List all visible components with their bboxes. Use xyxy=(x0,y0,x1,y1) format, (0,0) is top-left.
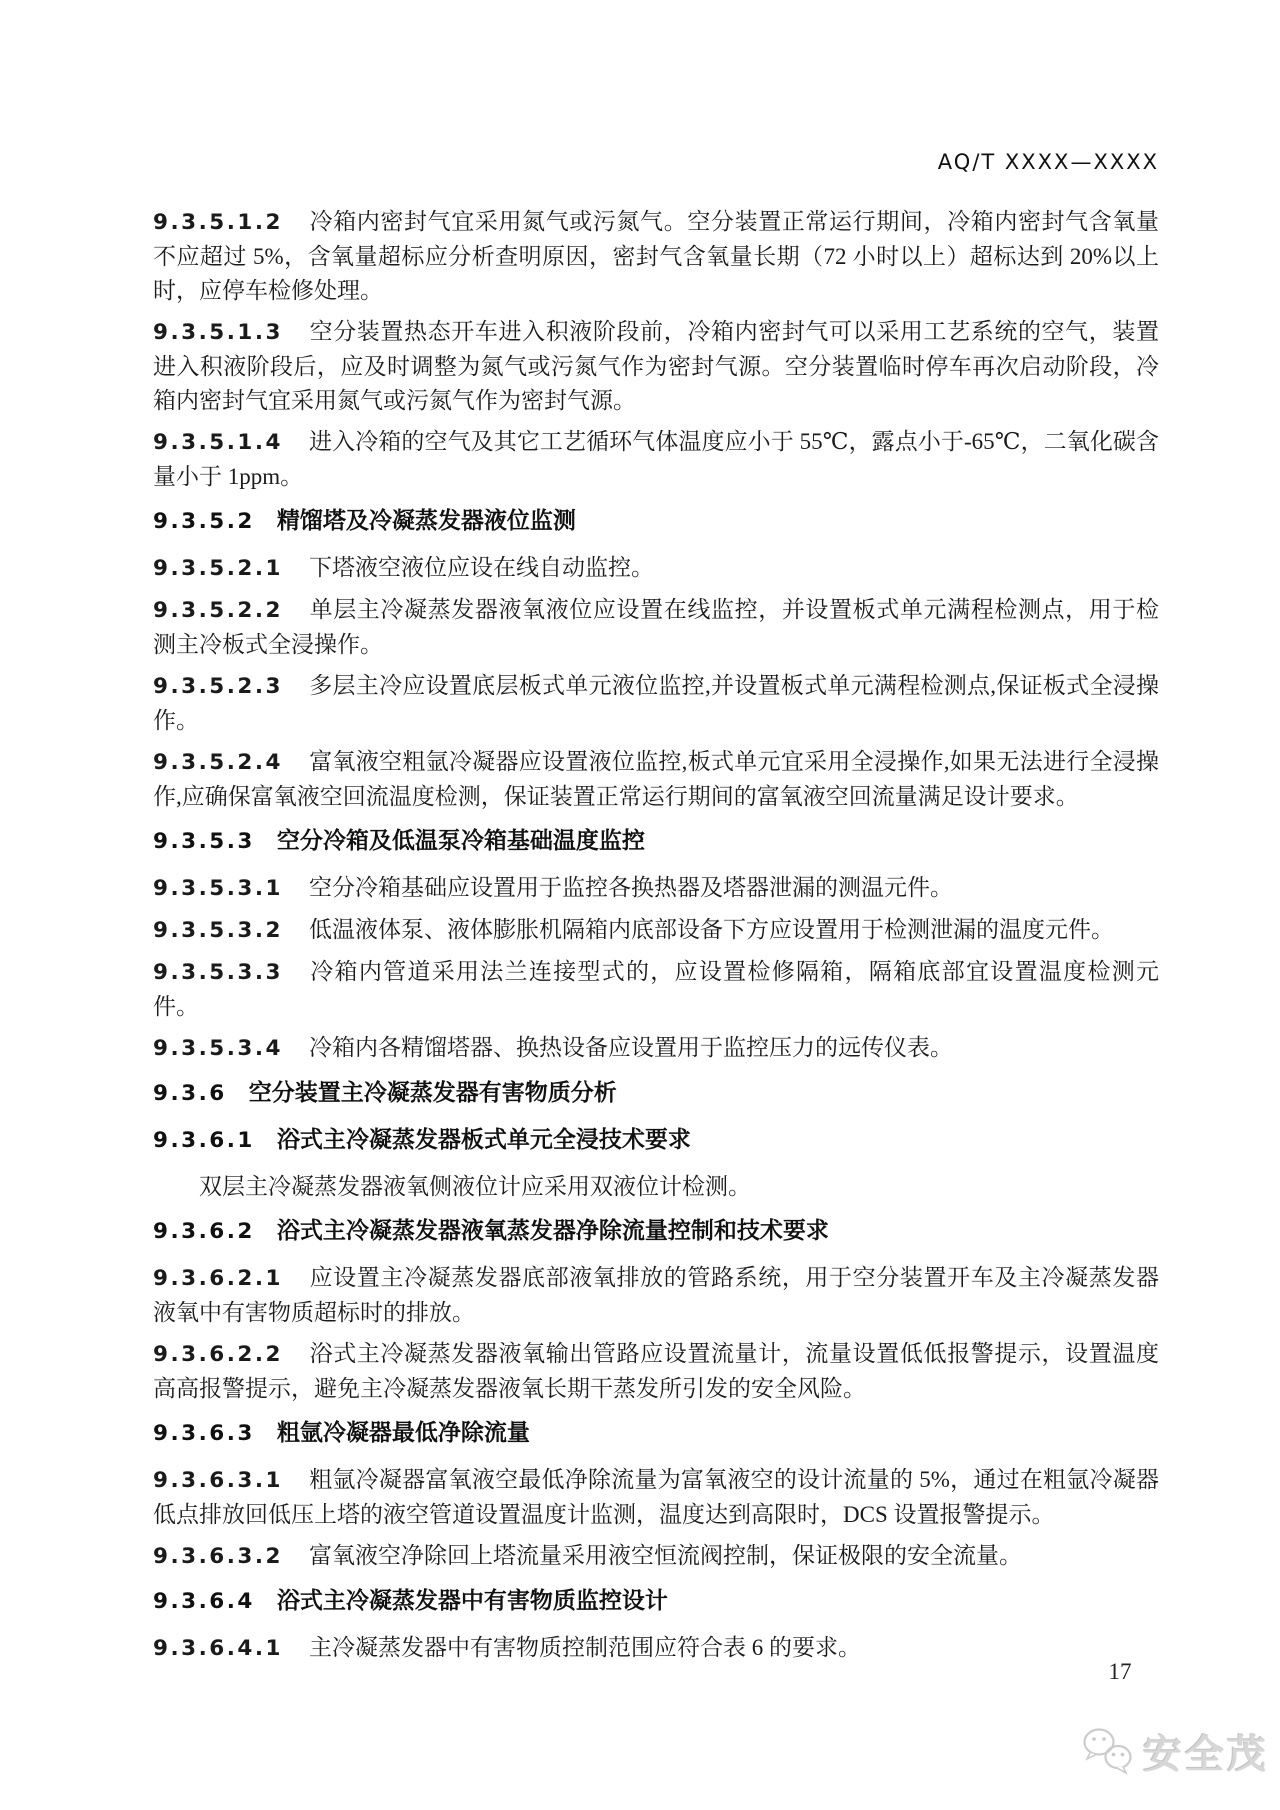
clause-number: 9.3.5.2 xyxy=(153,509,255,534)
clause-number: 9.3.6.4.1 xyxy=(153,1636,283,1661)
clause-text: 富氧液空净除回上塔流量采用液空恒流阀控制，保证极限的安全流量。 xyxy=(308,1543,1022,1568)
section-heading xyxy=(153,504,1159,539)
clause-number: 9.3.6.3.1 xyxy=(153,1468,283,1493)
clause-text: 双层主冷凝蒸发器液氧侧液位计应采用双液位计检测。 xyxy=(199,1174,751,1199)
clause-text: 多层主冷应设置底层板式单元液位监控,并设置板式单元满程检测点,保证板式全浸操作。 xyxy=(153,673,1159,733)
clause-text: 富氧液空粗氩冷凝器应设置液位监控,板式单元宜采用全浸操作,如果无法进行全浸操作,应确保富氧液空回流温度检测，保证装置正常运行期间的富氧液空回流量满足设计要求。 xyxy=(153,749,1159,809)
clause-text: 空分冷箱基础应设置用于监控各换热器及塔器泄漏的测温元件。 xyxy=(308,875,953,900)
clause-paragraph xyxy=(153,315,1159,418)
clause-paragraph xyxy=(153,913,1159,948)
clause-text: 精馏塔及冷凝蒸发器液位监测 xyxy=(276,508,576,534)
clause-number: 9.3.6.4 xyxy=(153,1589,255,1614)
clause-number: 9.3.5.1.2 xyxy=(153,210,283,235)
clause-text: 粗氩冷凝器富氧液空最低净除流量为富氧液空的设计流量的 5%，通过在粗氩冷凝器低点排放回低压上塔的液空管道设置温度计监测，温度达到高限时，DCS 设置报警提示。 xyxy=(153,1467,1159,1527)
clause-number: 9.3.5.2.1 xyxy=(153,556,283,581)
section-heading xyxy=(153,1416,1159,1451)
clause-paragraph xyxy=(153,669,1159,738)
clause-number: 9.3.5.2.4 xyxy=(153,750,283,775)
clause-text: 浴式主冷凝蒸发器液氧蒸发器净除流量控制和技术要求 xyxy=(276,1218,829,1244)
clause-text: 进入冷箱的空气及其它工艺循环气体温度应小于 55℃，露点小于-65℃，二氧化碳含量小于 1ppm。 xyxy=(153,429,1159,489)
watermark xyxy=(1078,1724,1269,1780)
clause-paragraph xyxy=(153,1539,1159,1574)
clause-text: 空分装置主冷凝蒸发器有害物质分析 xyxy=(248,1080,617,1106)
clause-paragraph xyxy=(153,205,1159,308)
clause-number: 9.3.6.3 xyxy=(153,1421,255,1446)
clause-number: 9.3.5.3 xyxy=(153,829,255,854)
wechat-bubbles-icon xyxy=(1078,1726,1138,1778)
clause-paragraph xyxy=(153,955,1159,1024)
clause-text: 空分冷箱及低温泵冷箱基础温度监控 xyxy=(276,828,645,854)
clause-number: 9.3.5.1.3 xyxy=(153,320,283,345)
section-heading xyxy=(153,824,1159,859)
clause-paragraph xyxy=(153,1631,1159,1666)
clause-text: 粗氩冷凝器最低净除流量 xyxy=(276,1420,530,1446)
standard-code: AQ/T XXXX—XXXX xyxy=(937,150,1159,174)
clause-text: 空分装置热态开车进入积液阶段前，冷箱内密封气可以采用工艺系统的空气，装置进入积液阶段后，应及时调整为氮气或污氮气作为密封气源。空分装置临时停车再次启动阶段，冷箱内密封气宜采用氮气或污氮气作为密封气源。 xyxy=(153,319,1159,413)
clause-text: 冷箱内各精馏塔器、换热设备应设置用于监控压力的远传仪表。 xyxy=(308,1035,953,1060)
clause-number: 9.3.6.2.1 xyxy=(153,1266,283,1291)
clause-number: 9.3.5.3.4 xyxy=(153,1036,283,1061)
clause-text: 浴式主冷凝蒸发器中有害物质监控设计 xyxy=(276,1588,668,1614)
clause-number: 9.3.6.3.2 xyxy=(153,1544,283,1569)
clause-paragraph xyxy=(153,551,1159,586)
document-body xyxy=(153,205,1159,1673)
clause-number: 9.3.5.3.2 xyxy=(153,918,283,943)
clause-text: 冷箱内密封气宜采用氮气或污氮气。空分装置正常运行期间，冷箱内密封气含氧量不应超过 5%，含氧量超标应分析查明原因，密封气含氧量长期（72 小时以上）超标达到 20%以上时，应停车检修处理。 xyxy=(153,209,1159,303)
clause-paragraph xyxy=(153,1261,1159,1330)
clause-paragraph xyxy=(153,593,1159,662)
clause-number: 9.3.6.1 xyxy=(153,1128,255,1153)
clause-number: 9.3.5.2.2 xyxy=(153,598,283,623)
body-paragraph xyxy=(153,1170,1159,1204)
clause-number: 9.3.5.3.1 xyxy=(153,876,283,901)
page-header xyxy=(153,150,1159,174)
clause-text: 单层主冷凝蒸发器液氧液位应设置在线监控，并设置板式单元满程检测点，用于检测主冷板式全浸操作。 xyxy=(153,597,1159,657)
clause-number: 9.3.6 xyxy=(153,1081,227,1106)
clause-paragraph xyxy=(153,1337,1159,1406)
clause-paragraph xyxy=(153,1463,1159,1532)
clause-number: 9.3.6.2.2 xyxy=(153,1342,283,1367)
watermark-text: 安全茂 xyxy=(1143,1733,1270,1778)
section-heading xyxy=(153,1214,1159,1249)
section-heading xyxy=(153,1584,1159,1619)
clause-paragraph xyxy=(153,1031,1159,1066)
page-number: 17 xyxy=(1108,1659,1132,1684)
clause-paragraph xyxy=(153,871,1159,906)
clause-text: 冷箱内管道采用法兰连接型式的，应设置检修隔箱，隔箱底部宜设置温度检测元件。 xyxy=(153,959,1159,1019)
clause-text: 主冷凝蒸发器中有害物质控制范围应符合表 6 的要求。 xyxy=(308,1635,861,1660)
clause-paragraph xyxy=(153,425,1159,494)
clause-text: 浴式主冷凝蒸发器板式单元全浸技术要求 xyxy=(276,1127,691,1153)
clause-number: 9.3.5.2.3 xyxy=(153,674,283,699)
clause-text: 低温液体泵、液体膨胀机隔箱内底部设备下方应设置用于检测泄漏的温度元件。 xyxy=(308,917,1114,942)
section-heading xyxy=(153,1076,1159,1111)
clause-number: 9.3.6.2 xyxy=(153,1219,255,1244)
section-heading xyxy=(153,1123,1159,1158)
clause-text: 浴式主冷凝蒸发器液氧输出管路应设置流量计，流量设置低低报警提示，设置温度高高报警提示，避免主冷凝蒸发器液氧长期干蒸发所引发的安全风险。 xyxy=(153,1341,1159,1401)
clause-number: 9.3.5.1.4 xyxy=(153,430,283,455)
clause-number: 9.3.5.3.3 xyxy=(153,960,283,985)
clause-paragraph xyxy=(153,745,1159,814)
clause-text: 应设置主冷凝蒸发器底部液氧排放的管路系统，用于空分装置开车及主冷凝蒸发器液氧中有害物质超标时的排放。 xyxy=(153,1265,1159,1325)
clause-text: 下塔液空液位应设在线自动监控。 xyxy=(308,555,654,580)
